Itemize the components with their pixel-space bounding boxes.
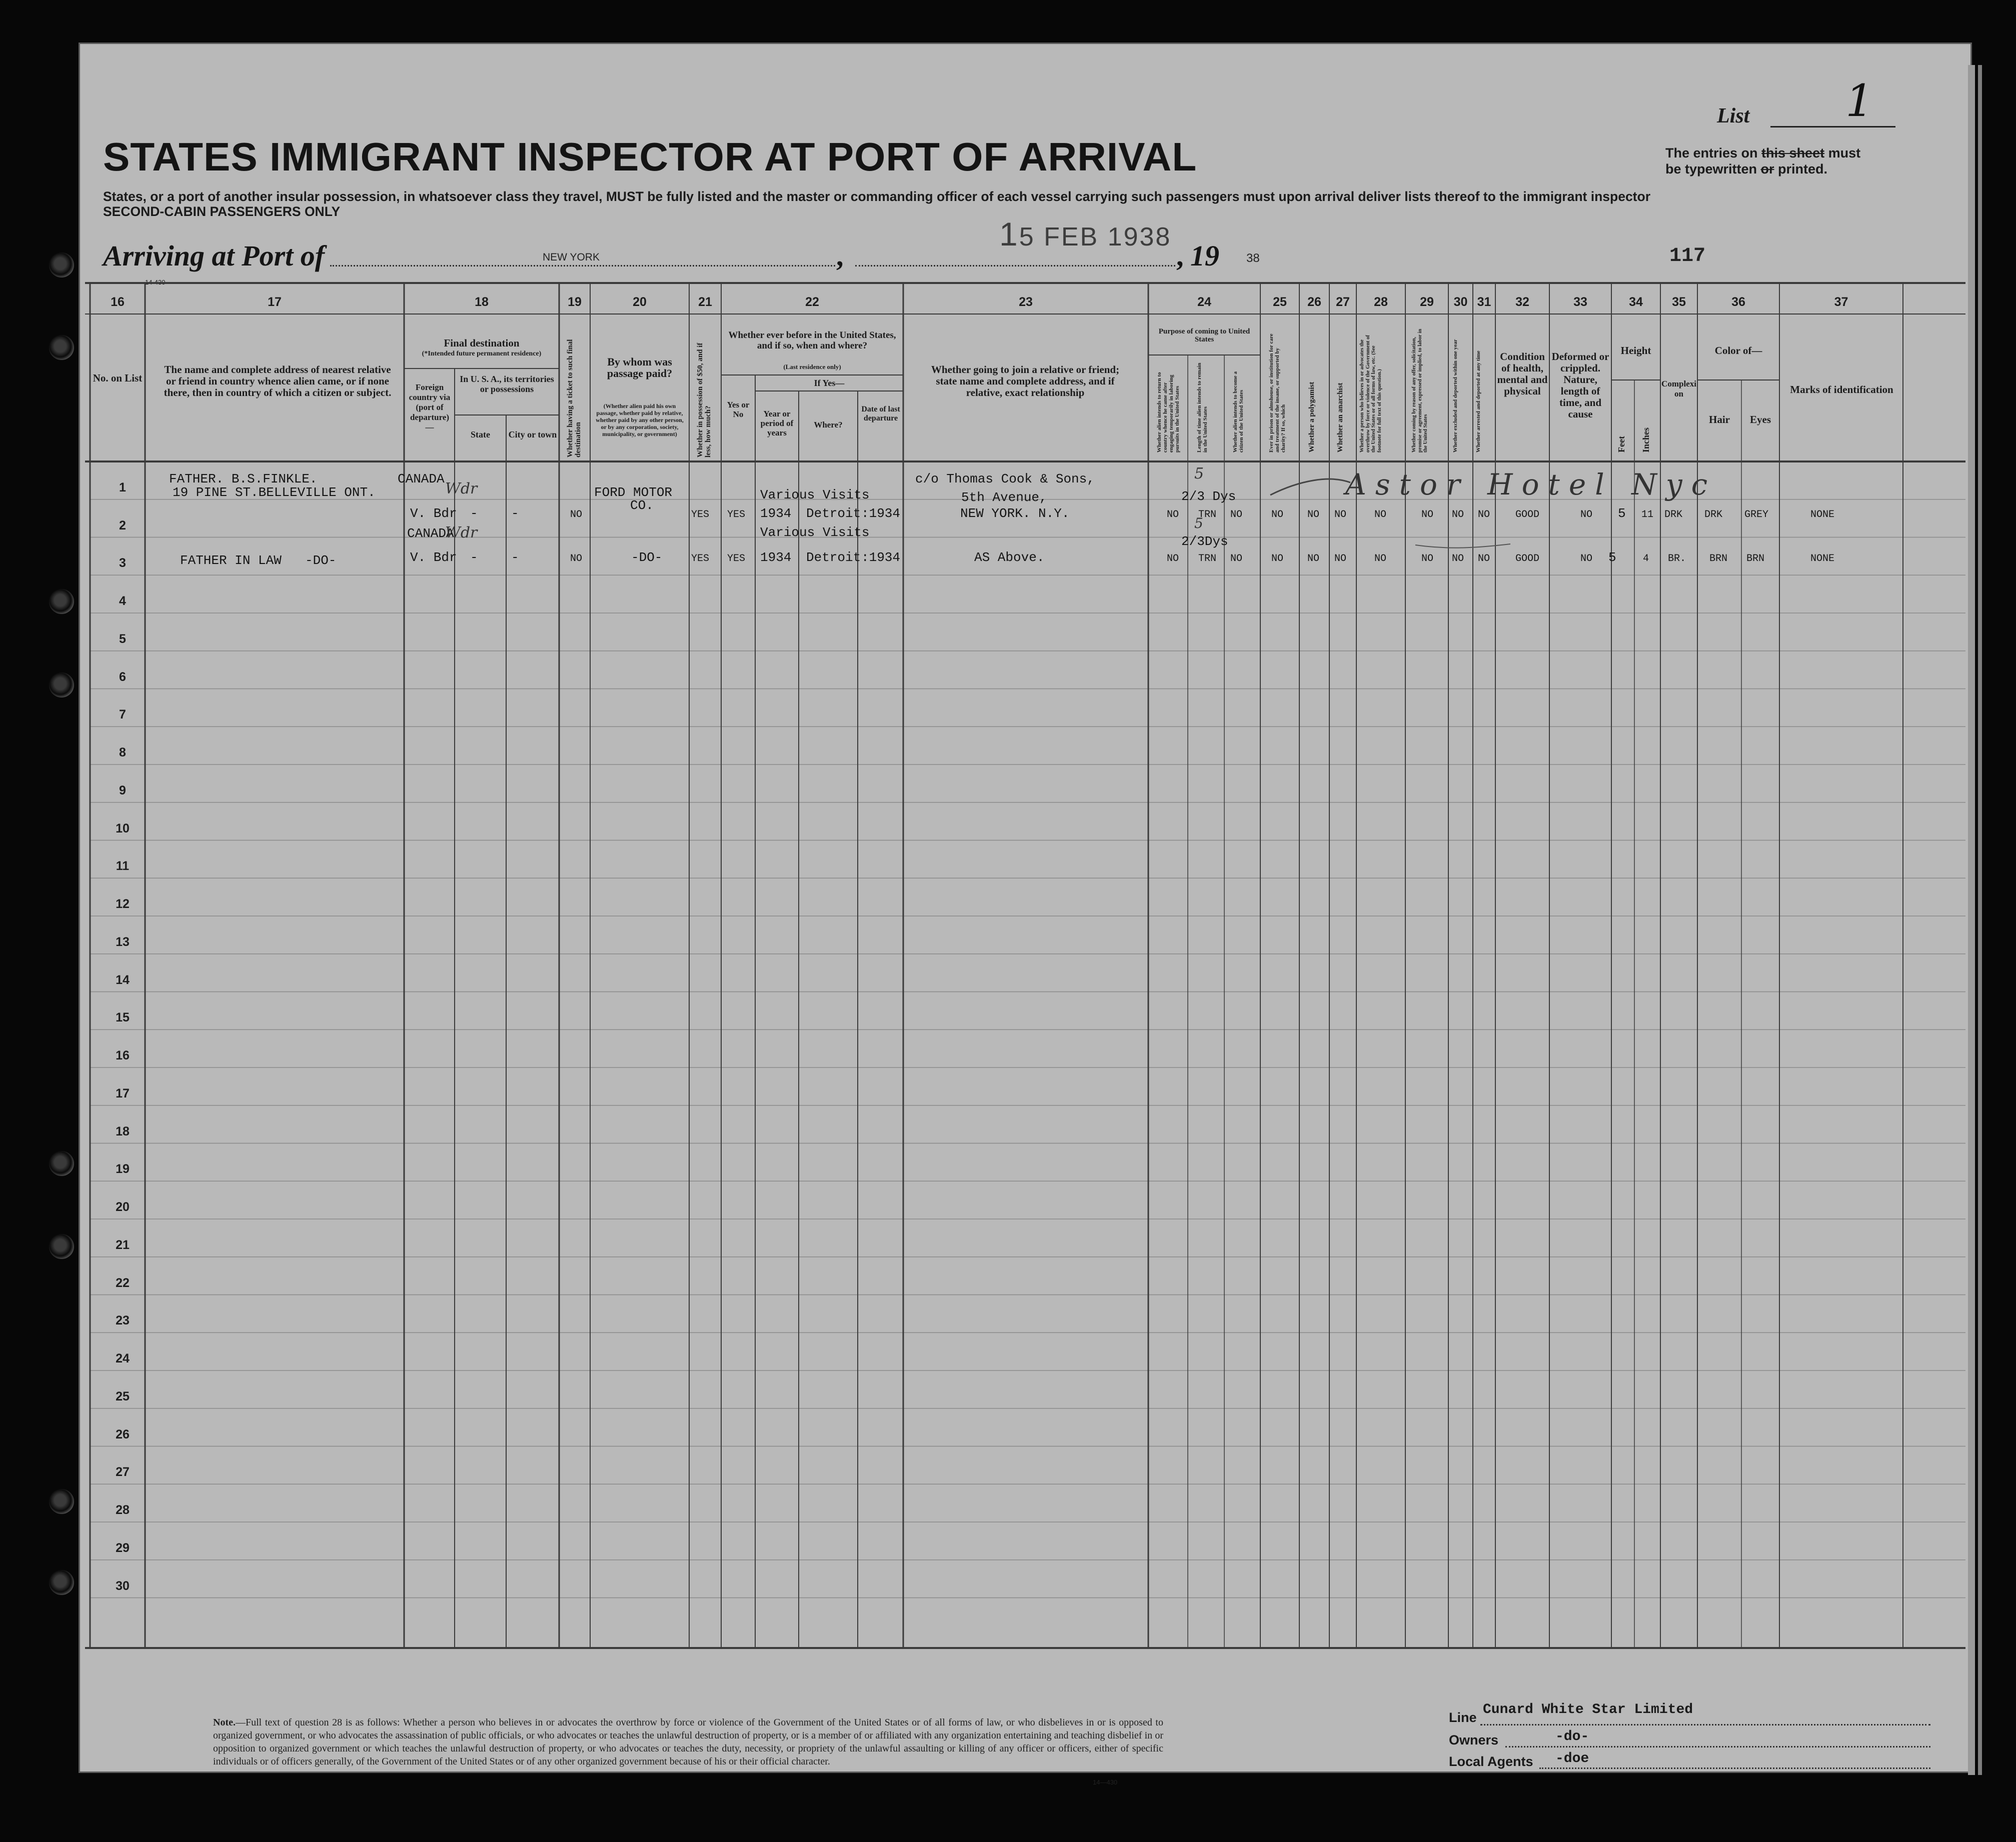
row1-excluded: NO bbox=[1452, 509, 1464, 520]
line-dotted bbox=[1480, 1724, 1930, 1726]
year-prefix: 19 bbox=[1190, 240, 1219, 272]
row1-departure: :1934 bbox=[861, 506, 901, 521]
row1-polygamist: NO bbox=[1307, 509, 1320, 520]
header-color-of: Color of— bbox=[1714, 344, 1762, 356]
owners-value: -do- bbox=[1555, 1729, 1589, 1744]
row-number: 20 bbox=[116, 1200, 130, 1214]
column-number-19: 19 bbox=[568, 295, 582, 309]
row2-foreign-handwritten: Wdr bbox=[445, 524, 478, 542]
row2-foreign: V. Bdr bbox=[410, 550, 457, 565]
row1-paid-by-line1: FORD MOTOR bbox=[594, 485, 673, 500]
header-date-departure: Date of last departure bbox=[861, 405, 900, 422]
header-no-on-list: No. on List bbox=[93, 372, 143, 384]
row2-length: 2/3Dys bbox=[1181, 534, 1228, 549]
row-number: 16 bbox=[116, 1048, 130, 1062]
row1-relative-country: CANADA bbox=[398, 472, 445, 486]
row2-join: AS Above. bbox=[974, 550, 1045, 565]
row1-state: - bbox=[470, 506, 478, 521]
column-number-23: 23 bbox=[1019, 295, 1033, 309]
row1-deformed: NO bbox=[1580, 509, 1593, 520]
row-number: 10 bbox=[116, 821, 130, 836]
row-number: 27 bbox=[116, 1465, 130, 1480]
row1-relative-line2: 19 PINE ST.BELLEVILLE ONT. bbox=[173, 485, 376, 500]
form-code-bottom: 14—430 bbox=[1093, 1778, 1118, 1786]
column-number-36: 36 bbox=[1731, 295, 1745, 309]
row1-prison: NO bbox=[1271, 509, 1284, 520]
header-final-destination: Final destination bbox=[444, 337, 520, 349]
row2-trn: TRN bbox=[1198, 553, 1217, 564]
row1-return: NO bbox=[1167, 509, 1179, 520]
column-number-18: 18 bbox=[475, 295, 489, 309]
row2-relative-country: CANADA bbox=[407, 526, 454, 541]
row2-city: - bbox=[511, 550, 519, 565]
column-number-21: 21 bbox=[698, 295, 712, 309]
header-marks: Marks of identification bbox=[1790, 384, 1893, 396]
row1-arrested: NO bbox=[1478, 509, 1490, 520]
row-number: 28 bbox=[116, 1503, 130, 1517]
row1-foreign: V. Bdr bbox=[410, 506, 457, 521]
row1-period-line1: Various Visits bbox=[760, 488, 870, 502]
row1-purpose-handwritten: 5 bbox=[1194, 465, 1204, 482]
agents-value: -doe bbox=[1555, 1751, 1589, 1766]
row-number: 13 bbox=[116, 934, 130, 949]
row2-citizen: NO bbox=[1230, 553, 1243, 564]
row-number: 8 bbox=[119, 746, 126, 760]
row-number: 7 bbox=[119, 708, 126, 722]
row2-money: YES bbox=[691, 553, 710, 564]
form-title: STATES IMMIGRANT INSPECTOR AT PORT OF ARRIVAL bbox=[103, 134, 1197, 179]
header-height: Height bbox=[1620, 344, 1651, 356]
header-join-relative: Whether going to join a relative or friend; state name and complete address, and if relative, exact relationship bbox=[931, 364, 1120, 398]
arriving-label: Arriving at Port of bbox=[103, 240, 325, 272]
header-by-whom-sub: (Whether alien paid his own passage, whether paid by relative, whether paid by any other person, or by any corporation, society, municipality, or government) bbox=[596, 402, 684, 438]
row2-arrested: NO bbox=[1478, 553, 1490, 564]
column-number-24: 24 bbox=[1197, 295, 1211, 309]
header-where: Where? bbox=[814, 420, 843, 430]
header-excluded: Whether excluded and deported within one year bbox=[1452, 339, 1458, 452]
row1-marks: NONE bbox=[1810, 509, 1835, 520]
row-number: 14 bbox=[116, 972, 130, 987]
row1-foreign-handwritten: Wdr bbox=[445, 480, 478, 498]
column-number-35: 35 bbox=[1672, 295, 1686, 309]
port-value: NEW YORK bbox=[543, 252, 600, 263]
row2-complexion: BR. bbox=[1668, 553, 1686, 564]
row2-hair: BRN bbox=[1709, 553, 1728, 564]
entries-note: The entries on this sheet must be typewritten or printed. bbox=[1665, 146, 1861, 176]
row2-prison: NO bbox=[1271, 553, 1284, 564]
column-number-37: 37 bbox=[1834, 295, 1848, 309]
handwritten-annotation: Astor Hotel Nyc bbox=[1345, 468, 1717, 502]
column-number-31: 31 bbox=[1477, 295, 1491, 309]
row2-deformed: NO bbox=[1580, 553, 1593, 564]
date-stamp: 15 FEB 1938 bbox=[999, 216, 1172, 252]
header-contract-labor: Whether coming by reason of any offer, solicitation, promise or agreement, expressed or implied, to labor in the United States bbox=[1411, 328, 1428, 452]
row-number: 29 bbox=[116, 1540, 130, 1555]
owners-label: Owners bbox=[1449, 1732, 1499, 1748]
row-number: 4 bbox=[119, 594, 126, 608]
row1-relative-line1: FATHER. B.S.FINKLE. bbox=[169, 472, 318, 486]
owners-dotted bbox=[1505, 1746, 1930, 1748]
row-number: 6 bbox=[119, 670, 126, 684]
row2-purpose-handwritten: 5 bbox=[1194, 515, 1203, 532]
row-number: 3 bbox=[119, 556, 126, 570]
row-number: 19 bbox=[116, 1162, 130, 1176]
header-ticket: Whether having a ticket to such final destination bbox=[566, 339, 582, 458]
header-overthrow: Whether a person who believes in or advocates the overthrow by force or violence of the Government of the United States or of all forms of law, etc. (See footnote for full text of this question.) bbox=[1359, 334, 1382, 452]
list-number: 1 bbox=[1845, 75, 1873, 126]
column-number-28: 28 bbox=[1374, 295, 1388, 309]
row2-overthrow: NO bbox=[1374, 553, 1387, 564]
header-purpose-return: Whether alien intends to return to country whence he came after engaging temporarily in laboring pursuits in the United States bbox=[1156, 372, 1180, 452]
header-purpose-length: Length of time alien intends to remain in the United States bbox=[1196, 362, 1208, 452]
subtitle-line1: States, or a port of another insular possession, in whatsoever class they travel, MUST be fully listed and the master or commanding officer of each vessel carrying such passengers must upon arrival deliver lists thereof to the immigrant inspector bbox=[103, 189, 1651, 204]
column-number-16: 16 bbox=[111, 295, 125, 309]
agents-label: Local Agents bbox=[1449, 1754, 1533, 1769]
row1-contract: NO bbox=[1421, 509, 1434, 520]
header-eyes: Eyes bbox=[1750, 414, 1771, 426]
column-number-20: 20 bbox=[633, 295, 647, 309]
header-by-whom: By whom was passage paid? bbox=[607, 356, 673, 380]
row1-before: YES bbox=[727, 509, 746, 520]
header-before-us: Whether ever before in the United States, and if so, when and where? bbox=[728, 330, 896, 351]
list-label: List bbox=[1717, 104, 1750, 128]
row1-complexion: DRK bbox=[1664, 509, 1683, 520]
row1-where: Detroit bbox=[806, 506, 861, 521]
row1-trn: TRN bbox=[1198, 509, 1217, 520]
header-purpose: Purpose of coming to United States bbox=[1158, 328, 1250, 344]
row2-ticket: NO bbox=[570, 553, 583, 564]
header-if-yes: If Yes— bbox=[814, 378, 845, 388]
row1-join-line1: c/o Thomas Cook & Sons, bbox=[915, 472, 1095, 486]
row-number: 9 bbox=[119, 783, 126, 798]
row-number: 30 bbox=[116, 1578, 130, 1593]
row2-relative-line1: FATHER IN LAW bbox=[180, 553, 282, 568]
row1-join-line2: 5th Avenue, bbox=[961, 490, 1047, 505]
header-feet: Feet bbox=[1616, 436, 1626, 452]
row-number: 25 bbox=[116, 1389, 130, 1404]
line-label: Line bbox=[1449, 1710, 1477, 1725]
column-number-22: 22 bbox=[805, 295, 819, 309]
header-money: Whether in possession of $50, and if less, how much? bbox=[696, 342, 712, 458]
column-number-30: 30 bbox=[1453, 295, 1468, 309]
header-purpose-citizen: Whether alien intends to become a citizen of the United States bbox=[1232, 371, 1244, 452]
row-number: 17 bbox=[116, 1086, 130, 1100]
row-number: 26 bbox=[116, 1427, 130, 1442]
header-yes-no: Yes or No bbox=[727, 400, 750, 419]
row1-length: 2/3 Dys bbox=[1181, 489, 1236, 504]
header-arrested: Whether arrested and deported at any time bbox=[1475, 350, 1481, 452]
row2-feet: 5 bbox=[1608, 550, 1616, 565]
header-complexion: Complexion bbox=[1661, 379, 1696, 398]
column-number-33: 33 bbox=[1573, 295, 1587, 309]
row2-marks: NONE bbox=[1810, 553, 1835, 564]
row-number: 24 bbox=[116, 1352, 130, 1366]
row2-contract: NO bbox=[1421, 553, 1434, 564]
row2-anarchist: NO bbox=[1334, 553, 1347, 564]
year-value: 38 bbox=[1246, 252, 1260, 265]
row1-hair: DRK bbox=[1704, 509, 1723, 520]
row2-eyes: BRN bbox=[1746, 553, 1765, 564]
row1-join-line3: NEW YORK. N.Y. bbox=[960, 506, 1070, 521]
row1-inches: 11 bbox=[1641, 509, 1654, 520]
header-foreign-country: Foreign country via (port of departure)— bbox=[409, 382, 451, 432]
row2-period-year: 1934 bbox=[760, 550, 792, 565]
row-number: 18 bbox=[116, 1124, 130, 1138]
row1-paid-by-line2: CO. bbox=[630, 498, 654, 513]
row1-money: YES bbox=[691, 509, 710, 520]
row-number: 2 bbox=[119, 518, 126, 532]
header-in-usa: In U. S. A., its territories or possessions bbox=[460, 374, 554, 394]
row2-state: - bbox=[470, 550, 478, 565]
line-value: Cunard White Star Limited bbox=[1483, 1702, 1693, 1718]
row-number: 15 bbox=[116, 1010, 130, 1025]
row2-paid-by: -DO- bbox=[631, 550, 663, 565]
header-inches: Inches bbox=[1641, 427, 1651, 452]
column-number-26: 26 bbox=[1307, 295, 1321, 309]
header-hair: Hair bbox=[1709, 414, 1730, 426]
header-before-us-sub: (Last residence only) bbox=[783, 363, 841, 370]
column-number-32: 32 bbox=[1515, 295, 1529, 309]
row-number: 12 bbox=[116, 897, 130, 911]
row2-period-line1: Various Visits bbox=[760, 525, 870, 540]
row2-excluded: NO bbox=[1452, 553, 1464, 564]
agents-dotted bbox=[1539, 1768, 1930, 1769]
header-prison: Ever in prison or almshouse, or institution for care and treatment of the insane, or supported by charity? If so, which bbox=[1268, 334, 1286, 452]
row-number: 22 bbox=[116, 1276, 130, 1290]
row1-city: - bbox=[511, 506, 519, 521]
row2-polygamist: NO bbox=[1307, 553, 1320, 564]
row1-ticket: NO bbox=[570, 509, 583, 520]
header-final-destination-sub: (*Intended future permanent residence) bbox=[422, 350, 542, 358]
page-number: 117 bbox=[1669, 245, 1706, 268]
row-number: 1 bbox=[119, 480, 126, 494]
row2-where: Detroit bbox=[806, 550, 861, 565]
column-number-25: 25 bbox=[1273, 295, 1287, 309]
header-city: City or town bbox=[508, 430, 557, 440]
header-year-period: Year or period of years bbox=[760, 409, 794, 438]
row2-return: NO bbox=[1167, 553, 1179, 564]
header-relative: The name and complete address of nearest relative or friend in country whence alien came, or if none there, then in country of which a citizen or subject. bbox=[164, 364, 392, 398]
row2-inches: 4 bbox=[1643, 553, 1649, 564]
comma: , bbox=[836, 240, 844, 272]
row1-overthrow: NO bbox=[1374, 509, 1387, 520]
header-polygamist: Whether a polygamist bbox=[1308, 382, 1316, 452]
row1-feet: 5 bbox=[1618, 506, 1626, 521]
comma: , bbox=[1176, 240, 1184, 272]
row2-health: GOOD bbox=[1515, 553, 1540, 564]
row-number: 21 bbox=[116, 1238, 130, 1252]
column-number-17: 17 bbox=[268, 295, 282, 309]
row1-anarchist: NO bbox=[1334, 509, 1347, 520]
row1-health: GOOD bbox=[1515, 509, 1540, 520]
row2-before: YES bbox=[727, 553, 746, 564]
row-number: 11 bbox=[116, 859, 130, 874]
header-state: State bbox=[471, 430, 490, 440]
column-number-27: 27 bbox=[1336, 295, 1350, 309]
header-condition: Condition of health, mental and physical bbox=[1497, 350, 1548, 397]
row2-departure: :1934 bbox=[861, 550, 901, 565]
row-number: 5 bbox=[119, 632, 126, 646]
row1-period-year: 1934 bbox=[760, 506, 792, 521]
row1-citizen: NO bbox=[1230, 509, 1243, 520]
row-number: 23 bbox=[116, 1314, 130, 1328]
column-number-29: 29 bbox=[1420, 295, 1434, 309]
header-deformed: Deformed or crippled. Nature, length of time, and cause bbox=[1551, 350, 1609, 420]
subtitle-line2: SECOND-CABIN PASSENGERS ONLY bbox=[103, 204, 341, 219]
footnote: Note.—Full text of question 28 is as follows: Whether a person who believes in or advocates the overthrow by force or violence of the Government of the United States or of all forms of law, or who disbelieves in or is opposed to organized government, or who advocates the assassination of public officials, or who advocates or teaches the unlawful destruction of property, or is a member of or affiliated with any organization entertaining and teaching disbelief in or opposition to organized government or which teaches the unlawful destruction of property, or who advocates or teaches the duty, necessity, or propriety of the unlawful assaulting or killing of any officer or officers, either of specific individuals or of officers generally, of the Government of the United States or of any other organized government because of his or their official character. bbox=[213, 1717, 1163, 1767]
row2-relative-line1b: -DO- bbox=[305, 553, 337, 568]
header-anarchist: Whether an anarchist bbox=[1336, 382, 1344, 452]
row1-eyes: GREY bbox=[1744, 509, 1769, 520]
column-number-34: 34 bbox=[1629, 295, 1643, 309]
form-code-top: 14-430 bbox=[145, 278, 166, 286]
